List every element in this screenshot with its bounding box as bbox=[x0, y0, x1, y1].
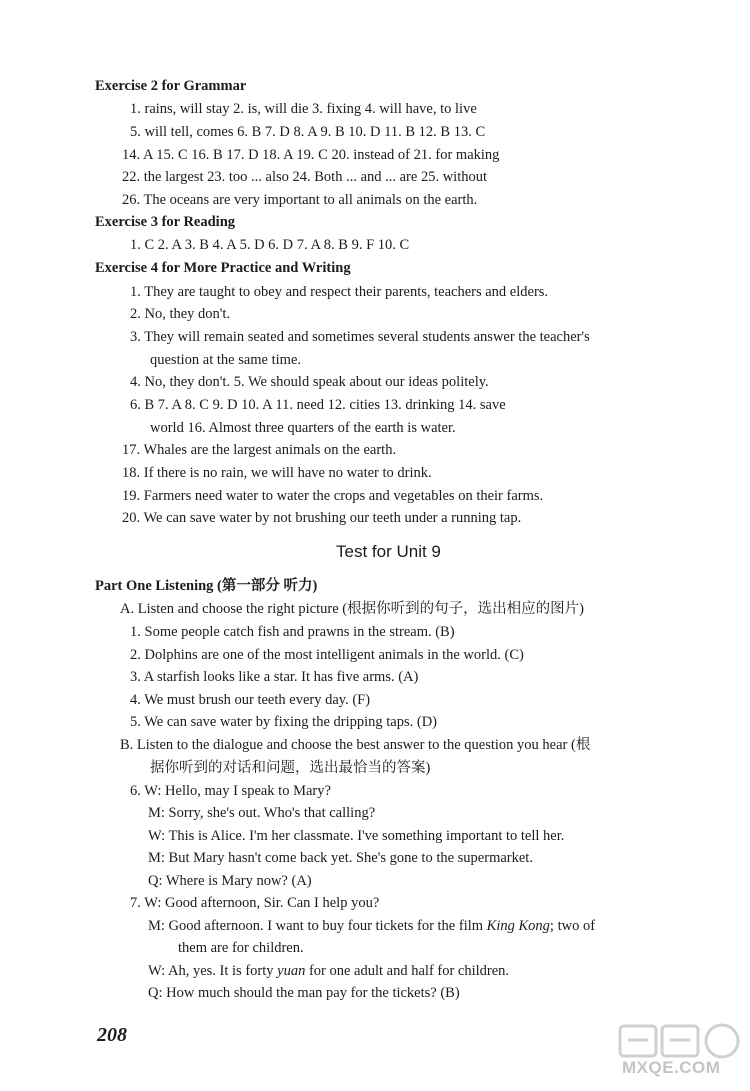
listening-item: 1. Some people catch fish and prawns in the stream. (B) bbox=[130, 624, 455, 640]
watermark-text: MXQE.COM bbox=[622, 1058, 721, 1077]
answer-line: 5. will tell, comes 6. B 7. D 8. A 9. B 10. D 11. B 12. B 13. C bbox=[130, 124, 486, 140]
answer-line: 20. We can save water by not brushing our teeth under a running tap. bbox=[122, 510, 522, 526]
dialogue-line: 6. W: Hello, may I speak to Mary? bbox=[130, 783, 331, 799]
answer-line: 1. rains, will stay 2. is, will die 3. fixing 4. will have, to live bbox=[130, 101, 477, 117]
instruction-line: B. Listen to the dialogue and choose the best answer to the question you hear (根 bbox=[120, 737, 591, 753]
listening-item: 5. We can save water by fixing the dripping taps. (D) bbox=[130, 714, 438, 730]
answer-line: world 16. Almost three quarters of the earth is water. bbox=[150, 420, 456, 436]
heading-exercise-3: Exercise 3 for Reading bbox=[95, 214, 236, 230]
page-number: 208 bbox=[97, 1024, 127, 1046]
instruction-line: A. Listen and choose the right picture (根据你听到的句子，选出相应的图片) bbox=[120, 601, 584, 617]
film-title: King Kong bbox=[486, 918, 550, 934]
answer-line: 19. Farmers need water to water the crops and vegetables on their farms. bbox=[122, 488, 544, 504]
dialogue-line: M: But Mary hasn't come back yet. She's gone to the supermarket. bbox=[148, 850, 533, 866]
section-title: Test for Unit 9 bbox=[336, 542, 441, 561]
heading-exercise-2: Exercise 2 for Grammar bbox=[95, 78, 247, 94]
dialogue-line bbox=[148, 916, 595, 936]
answer-line: 1. C 2. A 3. B 4. A 5. D 6. D 7. A 8. B 9. F 10. C bbox=[130, 237, 410, 253]
heading-exercise-4: Exercise 4 for More Practice and Writing bbox=[95, 260, 351, 276]
heading-part-one: Part One Listening (第一部分 听力) bbox=[95, 578, 318, 594]
dialogue-line: Q: How much should the man pay for the tickets? (B) bbox=[148, 985, 460, 1001]
listening-item: 2. Dolphins are one of the most intelligent animals in the world. (C) bbox=[130, 647, 524, 663]
answer-line: question at the same time. bbox=[150, 352, 302, 368]
watermark-logo bbox=[600, 1020, 750, 1091]
answer-line: 26. The oceans are very important to all animals on the earth. bbox=[122, 192, 478, 208]
answer-line: 3. They will remain seated and sometimes several students answer the teacher's bbox=[130, 329, 590, 345]
answer-line: 14. A 15. C 16. B 17. D 18. A 19. C 20. instead of 21. for making bbox=[122, 147, 500, 163]
dialogue-text: M: Good afternoon. I want to buy four tickets for the film bbox=[148, 918, 484, 934]
answer-line: 2. No, they don't. bbox=[130, 306, 231, 322]
listening-item: 4. We must brush our teeth every day. (F) bbox=[130, 692, 371, 708]
dialogue-line: 7. W: Good afternoon, Sir. Can I help you? bbox=[130, 895, 380, 911]
answer-line: 18. If there is no rain, we will have no water to drink. bbox=[122, 465, 432, 481]
dialogue-line bbox=[148, 961, 509, 981]
dialogue-line: M: Sorry, she's out. Who's that calling? bbox=[148, 805, 376, 821]
answer-line: 1. They are taught to obey and respect their parents, teachers and elders. bbox=[130, 284, 549, 300]
dialogue-text: for one adult and half for children. bbox=[308, 963, 510, 979]
answer-line: 22. the largest 23. too ... also 24. Both ... and ... are 25. without bbox=[122, 169, 488, 185]
dialogue-line: them are for children. bbox=[178, 940, 304, 956]
dialogue-text: ; two of bbox=[549, 918, 596, 934]
answer-line: 4. No, they don't. 5. We should speak about our ideas politely. bbox=[130, 374, 489, 390]
dialogue-text: W: Ah, yes. It is forty bbox=[148, 963, 274, 979]
dialogue-line: Q: Where is Mary now? (A) bbox=[148, 873, 312, 889]
currency-word: yuan bbox=[277, 963, 306, 979]
listening-item: 3. A starfish looks like a star. It has five arms. (A) bbox=[130, 669, 419, 685]
answer-line: 17. Whales are the largest animals on the earth. bbox=[122, 442, 397, 458]
dialogue-line: W: This is Alice. I'm her classmate. I've something important to tell her. bbox=[148, 828, 565, 844]
instruction-line: 据你听到的对话和问题，选出最恰当的答案) bbox=[150, 760, 431, 776]
answer-line: 6. B 7. A 8. C 9. D 10. A 11. need 12. cities 13. drinking 14. save bbox=[130, 397, 506, 413]
